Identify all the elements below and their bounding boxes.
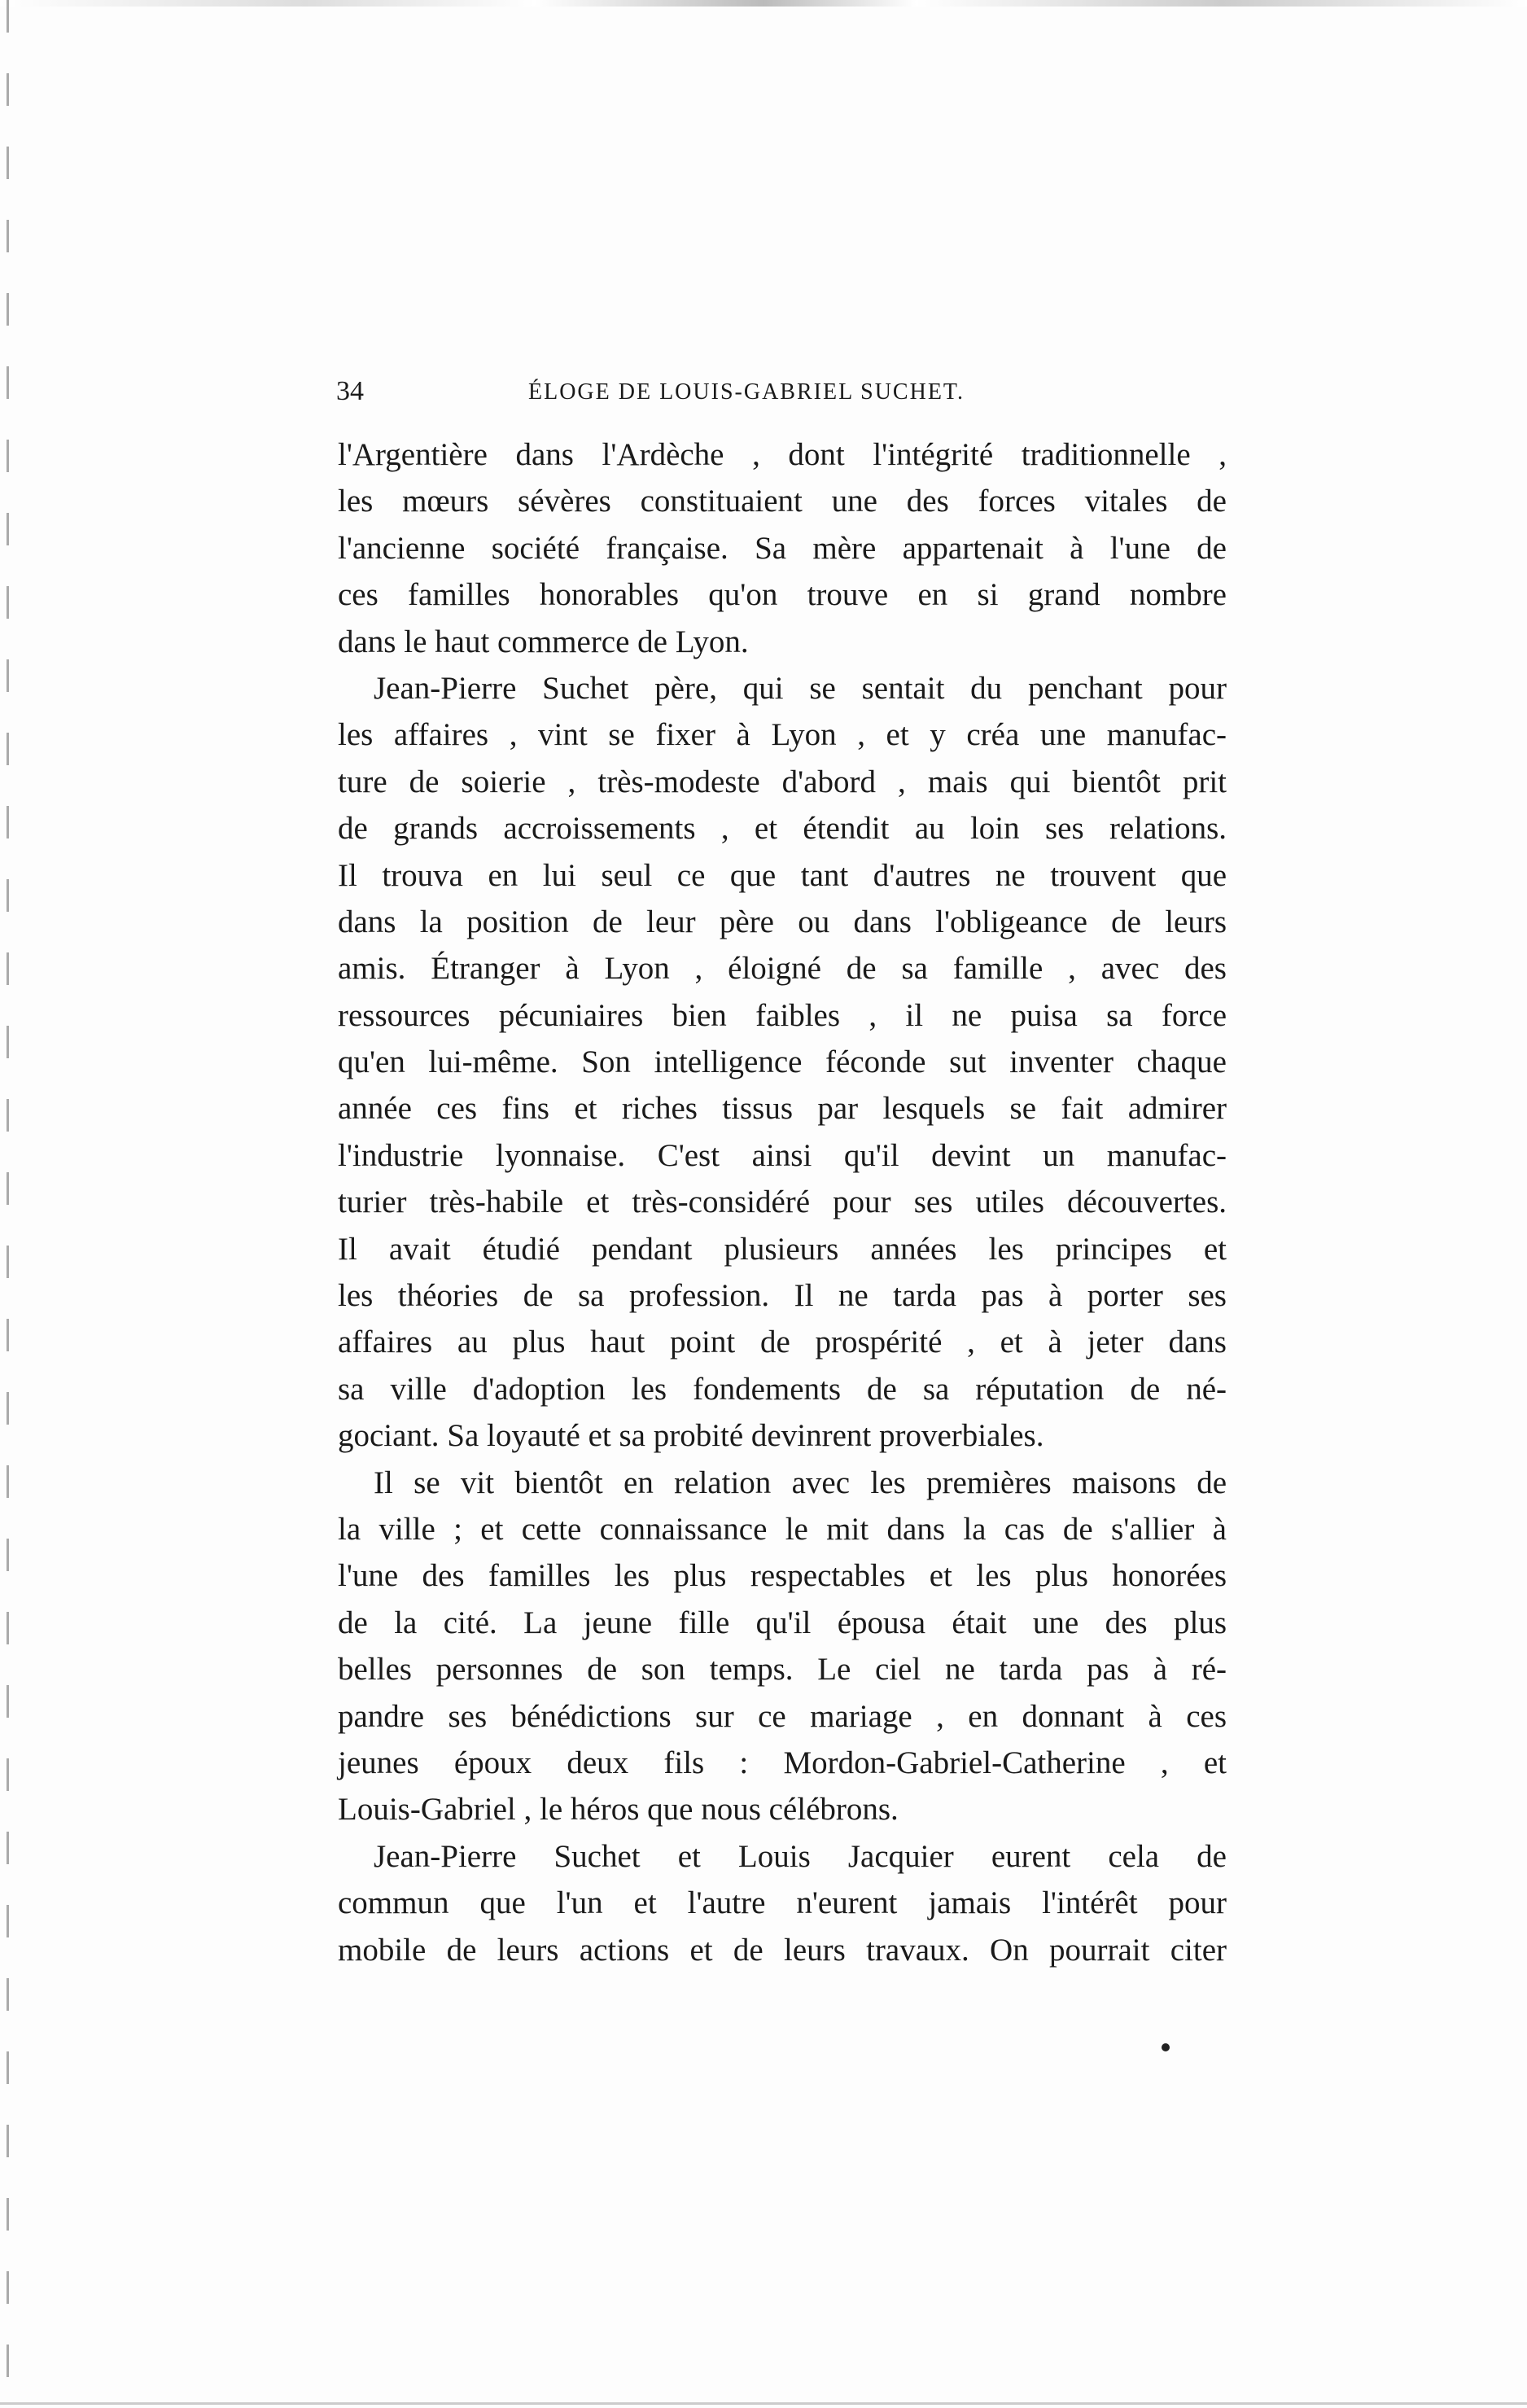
text-line: l'industrie lyonnaise. C'est ainsi qu'il devint un manufac-	[338, 1137, 1227, 1173]
text-line: amis. Étranger à Lyon , éloigné de sa famille , avec des	[338, 951, 1227, 987]
text-line: la ville ; et cette connaissance le mit dans la cas de s'allier à	[338, 1511, 1227, 1547]
text-line: qu'en lui-même. Son intelligence féconde sut inventer chaque	[338, 1044, 1227, 1080]
page-number: 34	[336, 376, 364, 406]
scan-edge-left	[7, 0, 9, 2408]
text-line: année ces fins et riches tissus par lesquels se fait admirer	[338, 1091, 1227, 1127]
scan-edge-top	[0, 0, 1527, 7]
text-line: de la cité. La jeune fille qu'il épousa était une des plus	[338, 1605, 1227, 1640]
text-line: mobile de leurs actions et de leurs travaux. On pourrait citer	[338, 1932, 1227, 1968]
text-line: l'une des familles les plus respectables et les plus honorées	[338, 1558, 1227, 1594]
text-line: Il avait étudié pendant plusieurs années les principes et	[338, 1231, 1227, 1267]
text-line: les mœurs sévères constituaient une des forces vitales de	[338, 484, 1227, 519]
text-line: Louis-Gabriel , le héros que nous célébrons.	[338, 1792, 899, 1828]
text-line: sa ville d'adoption les fondements de sa réputation de né-	[338, 1371, 1227, 1407]
text-line: dans le haut commerce de Lyon.	[338, 624, 749, 659]
text-line: Jean-Pierre Suchet père, qui se sentait du penchant pour	[374, 670, 1227, 706]
text-line: les théories de sa profession. Il ne tarda pas à porter ses	[338, 1278, 1227, 1314]
scan-edge-bottom	[0, 2402, 1527, 2405]
text-line: commun que l'un et l'autre n'eurent jamais l'intérêt pour	[338, 1885, 1227, 1921]
text-line: gociant. Sa loyauté et sa probité devinrent proverbiales.	[338, 1418, 1044, 1454]
text-line: dans la position de leur père ou dans l'obligeance de leurs	[338, 904, 1227, 939]
text-line: les affaires , vint se fixer à Lyon , et y créa une manufac-	[338, 717, 1227, 753]
running-title: ÉLOGE DE LOUIS-GABRIEL SUCHET.	[528, 379, 965, 405]
page-body	[338, 431, 1227, 1973]
text-line: turier très-habile et très-considéré pour ses utiles découvertes.	[338, 1184, 1227, 1220]
paragraph	[338, 1833, 1227, 1973]
page-header	[336, 376, 1018, 417]
text-line: affaires au plus haut point de prospérité , et à jeter dans	[338, 1324, 1227, 1360]
text-line: de grands accroissements , et étendit au loin ses relations.	[338, 811, 1227, 847]
text-line: Il se vit bientôt en relation avec les premières maisons de	[374, 1465, 1227, 1500]
ink-speck	[1162, 2043, 1170, 2051]
text-line: l'Argentière dans l'Ardèche , dont l'intégrité traditionnelle ,	[338, 437, 1227, 472]
text-line: belles personnes de son temps. Le ciel ne tarda pas à ré-	[338, 1652, 1227, 1688]
text-line: ressources pécuniaires bien faibles , il ne puisa sa force	[338, 997, 1227, 1033]
paragraph	[338, 1460, 1227, 1833]
text-line: ces familles honorables qu'on trouve en si grand nombre	[338, 577, 1227, 613]
text-line: l'ancienne société française. Sa mère appartenait à l'une de	[338, 530, 1227, 566]
paragraph	[338, 665, 1227, 1460]
text-line: jeunes époux deux fils : Mordon-Gabriel-Catherine , et	[338, 1745, 1227, 1780]
paragraph	[338, 431, 1227, 665]
text-line: Il trouva en lui seul ce que tant d'autres ne trouvent que	[338, 857, 1227, 893]
text-line: ture de soierie , très-modeste d'abord , mais qui bientôt prit	[338, 764, 1227, 799]
text-line: Jean-Pierre Suchet et Louis Jacquier eurent cela de	[374, 1838, 1227, 1874]
text-line: pandre ses bénédictions sur ce mariage , en donnant à ces	[338, 1698, 1227, 1734]
